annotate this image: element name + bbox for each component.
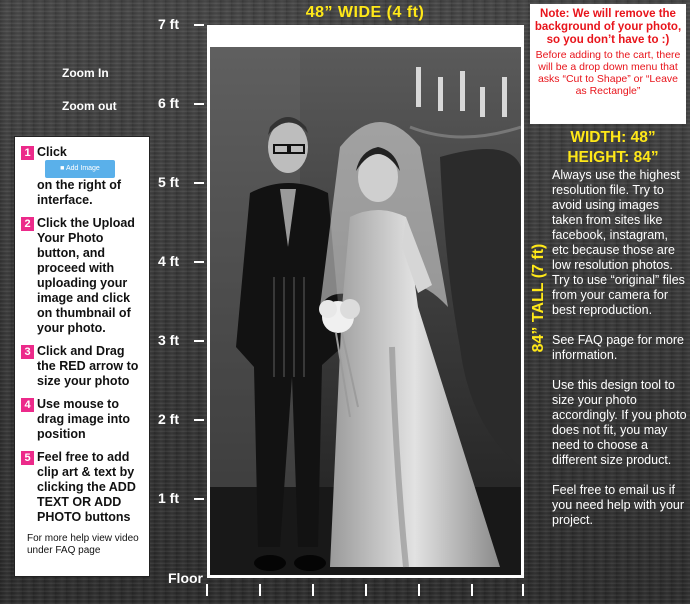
wedding-photo-icon [210,47,521,575]
tip-paragraph: Always use the highest resolution file. Try to avoid using images taken from sites like facebook, instagram, etc because those are low resolution photos. Try to use “original” files from your camera for best reproduction. [552,168,685,317]
ruler-label-3ft: 3 ft [158,332,204,348]
instructions-panel [14,136,150,577]
note-body: Before adding to the cart, there will be a drop down menu that asks “Cut to Shape” or “Leave as Rectangle” [535,49,681,97]
ruler-label-1ft: 1 ft [158,490,204,506]
floor-label: Floor [168,570,203,586]
step-number-badge: 3 [21,345,34,359]
width-label: 48” WIDE (4 ft) [305,4,425,21]
step-4-text: Use mouse to drag image into position [37,397,131,441]
instruction-step-3 [21,344,143,389]
step-number-badge: 4 [21,398,34,412]
ruler-label-6ft: 6 ft [158,95,204,111]
step-number-badge: 5 [21,451,34,465]
dimensions-block [540,128,686,168]
tips-text [552,168,688,543]
step-number-badge: 1 [21,146,34,160]
zoom-in-button[interactable]: Zoom In [62,66,109,80]
design-canvas[interactable] [207,25,524,578]
note-title: Note: We will remove the background of your photo, so you don’t have to :) [534,8,682,46]
width-dimension: WIDTH: 48” [570,129,656,146]
instruction-step-4 [21,397,143,442]
help-note: For more help view video under FAQ page [27,533,139,556]
upload-your-photo-label: Upload Your Photo [37,216,135,245]
step-number-badge: 2 [21,217,34,231]
height-label: 84” TALL (7 ft) [530,243,547,353]
ruler-label-7ft: 7 ft [158,16,204,32]
height-dimension: HEIGHT: 84” [567,149,659,166]
tip-paragraph: Use this design tool to size your photo accordingly. If you photo does not fit, you may need to choose a different size product. [552,378,687,467]
note-box [530,4,686,124]
step-2-text-post: button, and proceed with uploading your image and click on thumbnail of your photo. [37,246,131,335]
instruction-step-1 [21,145,143,208]
floor-ruler [206,584,524,596]
tip-paragraph: See FAQ page for more information. [552,333,685,362]
instruction-step-2 [21,216,143,336]
wedding-photo[interactable] [210,47,521,575]
step-1-text-pre: Click [37,145,67,159]
ruler-label-4ft: 4 ft [158,253,204,269]
step-3-text: Click and Drag the RED arrow to size your photo [37,344,139,388]
zoom-out-button[interactable]: Zoom out [62,99,117,113]
tip-paragraph: Feel free to email us if you need help with your project. [552,483,685,527]
ruler-label-2ft: 2 ft [158,411,204,427]
step-5-text: Feel free to add clip art & text by clicking the ADD TEXT OR ADD PHOTO buttons [37,450,136,524]
step-1-text-post: on the right of interface. [37,178,122,207]
add-image-button[interactable]: ■ Add Image [45,160,115,178]
ruler-label-5ft: 5 ft [158,174,204,190]
step-2-text-pre: Click the [37,216,93,230]
instruction-step-5 [21,450,143,525]
